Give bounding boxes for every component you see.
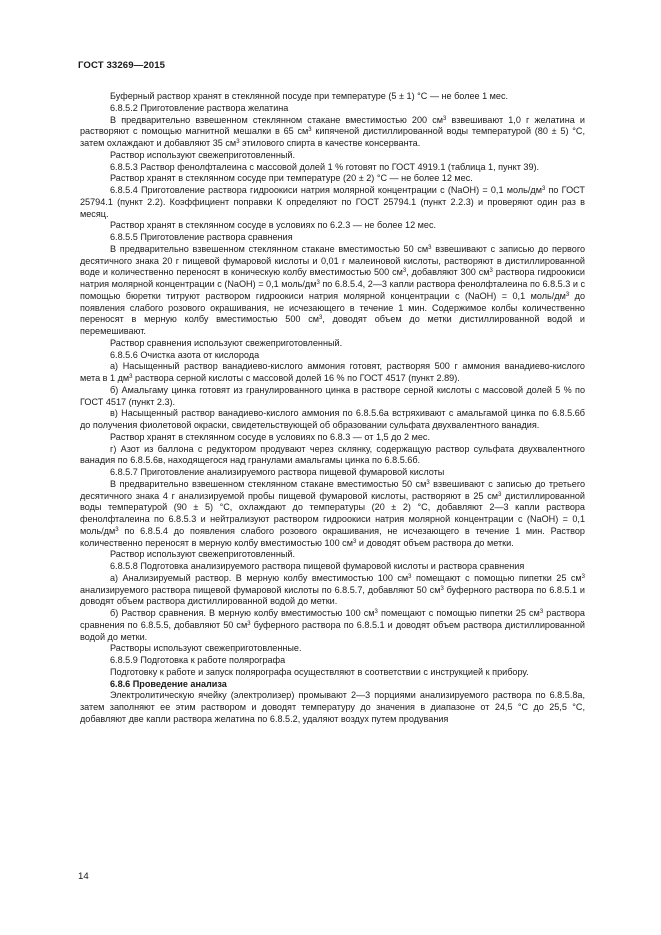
document-header: ГОСТ 33269—2015: [78, 60, 166, 71]
paragraph: б) Амальгаму цинка готовят из гранулированного цинка в растворе серной кислоты с массовой долей 5 % по ГОСТ 4517 (пункт 2.3).: [80, 384, 585, 407]
paragraph: Раствор хранят в стеклянном сосуде в условиях по 6.8.3 — от 1,5 до 2 мес.: [110, 431, 430, 442]
paragraph: Раствор сравнения используют свежеприготовленный.: [110, 337, 343, 348]
paragraph: Раствор используют свежеприготовленный.: [110, 549, 295, 560]
paragraph: 6.8.5.8 Подготовка анализируемого раствора пищевой фумаровой кислоты и раствора сравнения: [110, 561, 525, 571]
paragraph: Подготовку к работе и запуск полярографа осуществляют в соответствии с инструкцией к прибору.: [110, 666, 529, 677]
paragraph: В предварительно взвешенном стеклянном стакане вместимостью 200 $см^3$ взвешивают 1,0 г желатина и растворяют с помощью магнитной мешалки в 65 $см^3$ кипяченой дистиллированной воды температурой (80 ± 5) °С, затем охлаждают и добавляют 35 $см^3$ этилового спирта в качестве консерванта.: [80, 114, 585, 148]
page-number: 14: [78, 871, 89, 882]
paragraph: а) Насыщенный раствор ванадиево-кислого аммония готовят, растворяя 500 г аммония ванадиево-кислого мета в 1 $дм^3$ раствора серной кислоты с массовой долей 16 % по ГОСТ 4517 (пункт 2.89).: [80, 361, 585, 383]
paragraph: Электролитическую ячейку (электролизер) промывают 2—3 порциями анализируемого раствора по 6.8.5.8а, затем заполняют ее этим раствором и доводят температуру до значения в диапазоне от 24,5 °С до 25,5 °С, добавляют две капли раствора желатина по 6.8.5.2, удаляют воздух путем продувания: [80, 690, 585, 724]
paragraph: Раствор хранят в стеклянном сосуде в условиях по 6.2.3 — не более 12 мес.: [110, 220, 437, 231]
paragraph: 6.8.5.6 Очистка азота от кислорода: [110, 349, 260, 360]
paragraph: г) Азот из баллона с редуктором продувают через склянку, содержащую раствор сульфата двухвалентного ванадия по 6.8.5.6в, находящегося над гранулами амальгамы цинка по 6.8.5.6б.: [80, 443, 585, 466]
paragraph: 6.8.5.3 Раствор фенолфталеина с массовой долей 1 % готовят по ГОСТ 4919.1 (таблица 1, пункт 39).: [110, 161, 540, 172]
paragraph: 6.8.5.4 Приготовление раствора гидроокиси натрия молярной концентрации с (NaOH) = 0,1 моль/$дм^3$ по ГОСТ 25794.1 (пункт 2.2). Коэффициент поправки К определяют по ГОСТ 25794.1 (пункт 2.2.3) и проверяют один раз в месяц.: [80, 185, 585, 219]
paragraph: Раствор хранят в стеклянном сосуде при температуре (20 ± 2) °С — не более 12 мес.: [110, 173, 473, 184]
paragraph: 6.8.5.2 Приготовление раствора желатина: [110, 102, 289, 113]
paragraph: 6.8.5.5 Приготовление раствора сравнения: [110, 232, 293, 242]
paragraph: в) Насыщенный раствор ванадиево-кислого аммония по 6.8.5.6а встряхивают с амальгамой цинка по 6.8.5.6б до получения фиолетовой окраски, свидетельствующей об образовании сульфата двухвалентного ванадия.: [80, 408, 585, 430]
paragraph: а) Анализируемый раствор. В мерную колбу вместимостью 100 $см^3$ помещают с помощью пипетки 25 $см^3$ анализируемого раствора пищевой фумаровой кислоты по 6.8.5.7, добавляют 50 $см^3$ буферного раствора по 6.8.5.1 и доводят объем раствора дистиллированной водой до метки.: [80, 572, 585, 607]
paragraph: Растворы используют свежеприготовленные.: [110, 643, 302, 654]
document-body: [80, 91, 585, 726]
paragraph: 6.8.5.7 Приготовление анализируемого раствора пищевой фумаровой кислоты: [110, 467, 445, 477]
paragraph: Раствор используют свежеприготовленный.: [110, 149, 295, 160]
paragraph: В предварительно взвешенном стеклянном стакане вместимостью 50 $см^3$ взвешивают с записью до третьего десятичного знака 4 г анализируемой пробы пищевой фумаровой кислоты, растворяют в 25 $см^3$ дистиллированной воды температурой (90 ± 5) °С, охлаждают до температуры (20 ± 2) °С, добавляют 2—3 капли раствора фенолфталеина по 6.8.5.3 и нейтрализуют раствором гидроокиси натрия молярной концентрации с (NaOH) = 0,1 моль/$дм^3$ по 6.8.5.4 до появления слабого розового окрашивания, не исчезающего в течение 1 мин. Раствор количественно переносят в мерную колбу вместимостью 100 $см^3$ и доводят объем раствора до метки.: [80, 478, 586, 548]
paragraph: В предварительно взвешенном стеклянном стакане вместимостью 50 $см^3$ взвешивают с записью до первого десятичного знака 20 г пищевой фумаровой кислоты и 0,01 г малеиновой кислоты, растворяют в дистиллированной воде и количественно переносят в коническую колбу вместимостью 500 $см^3$, добавляют 300 $см^3$ раствора гидроокиси натрия молярной концентрации с (NaOH) = 0,1 моль/$дм^3$ по 6.8.5.4, 2—3 капли раствора фенолфталеина по 6.8.5.3 и с помощью бюретки титруют раствором гидроокиси натрия молярной концентрации с (NaOH) = 0,1 моль/$дм^3$ до появления слабого розового окрашивания, не исчезающего в течение 1 мин. Содержимое колбы количественно переносят в мерную колбу вместимостью 500 $см^3$, доводят объем до метки дистиллированной водой и перемешивают.: [80, 243, 586, 336]
paragraph: 6.8.6 Проведение анализа: [110, 678, 227, 689]
paragraph: Буферный раствор хранят в стеклянной посуде при температуре (5 ± 1) °С — не более 1 мес.: [110, 91, 509, 101]
paragraph: 6.8.5.9 Подготовка к работе полярографа: [110, 655, 286, 665]
paragraph: б) Раствор сравнения. В мерную колбу вместимостью 100 $см^3$ помещают с помощью пипетки 25 $см^3$ раствора сравнения по 6.8.5.5, добавляют 50 $см^3$ буферного раствора по 6.8.5.1 и доводят объем раствора дистиллированной водой до метки.: [80, 608, 585, 642]
